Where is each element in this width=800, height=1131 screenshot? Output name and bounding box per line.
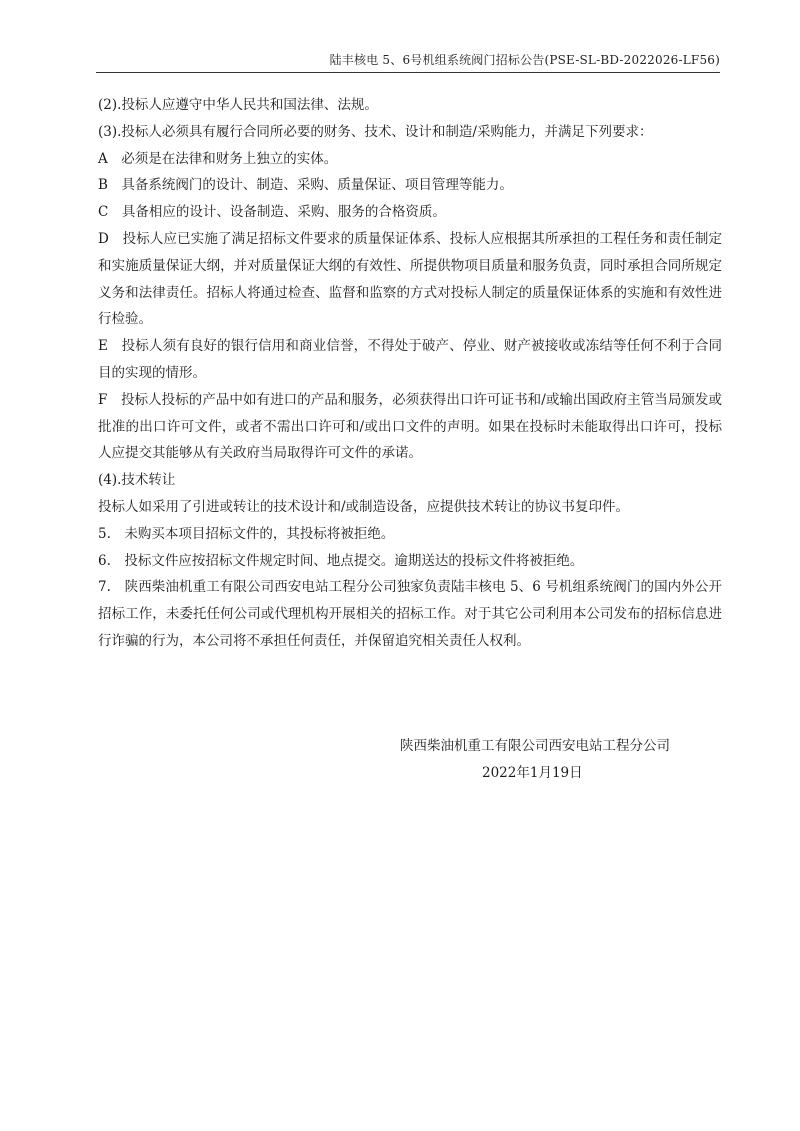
clause-2-law-compliance: (2).投标人应遵守中华人民共和国法律、法规。 <box>98 97 378 113</box>
requirement-d: D 投标人应已实施了满足招标文件要求的质量保证体系、投标人应根据其所承担的工程任务和责任制定和实施质量保证大纲，并对质量保证大纲的有效性、所提供物项目质量和服务负责，同时承担合同所规定义务和法律责任。招标人将通过检查、监督和监察的方式对投标人制定的质量保证体系的实施和有效性进行检验。 <box>98 230 722 328</box>
clause-4-technology-transfer: 投标人如采用了引进或转让的技术设计和/或制造设备，应提供技术转让的协议书复印件。 <box>98 498 630 515</box>
issue-date: 2022年1月19日 <box>482 765 583 781</box>
requirement-b: B 具备系统阀门的设计、制造、采购、质量保证、项目管理等能力。 <box>98 177 513 194</box>
signature-block <box>400 733 700 787</box>
issuer-company: 陕西柴油机重工有限公司西安电站工程分公司 <box>400 738 670 754</box>
requirement-a: A 必须是在法律和财务上独立的实体。 <box>98 150 338 167</box>
requirement-e: E 投标人须有良好的银行信用和商业信誉，不得处于破产、停业、财产被接收或冻结等任何不利于合同目的实现的情形。 <box>98 338 722 381</box>
running-header-title: 陆丰核电 5、6号机组系统阀门招标公告(PSE-SL-BD-2022026-LF56) <box>329 53 720 67</box>
clause-6: 6. 投标文件应按招标文件规定时间、地点提交。逾期送达的投标文件将被拒绝。 <box>98 552 584 569</box>
clause-4-heading: (4).技术转让 <box>98 472 176 489</box>
running-header <box>96 50 720 73</box>
clause-3-capability-requirements: (3).投标人必须具有履行合同所必要的财务、技术、设计和制造/采购能力，并满足下列要求： <box>98 123 653 140</box>
clause-7: 7. 陕西柴油机重工有限公司西安电站工程分公司独家负责陆丰核电 5、6 号机组系统阀门的国内外公开招标工作，未委托任何公司或代理机构开展相关的招标工作。对于其它公司利用本公司发布的招标信息进行诈骗的行为，本公司将不承担任何责任，并保留追究相关责任人权利。 <box>98 579 722 649</box>
requirement-c: C 具备相应的设计、设备制造、采购、服务的合格资质。 <box>98 204 446 221</box>
requirement-f: F 投标人投标的产品中如有进口的产品和服务，必须获得出口许可证书和/或输出国政府主管当局颁发或批准的出口许可文件，或者不需出口许可和/或出口文件的声明。如果在投标时未能取得出口许可，投标人应提交其能够从有关政府当局取得许可文件的承诺。 <box>98 391 722 462</box>
document-body <box>98 92 722 655</box>
clause-5: 5. 未购买本项目招标文件的，其投标将被拒绝。 <box>98 525 395 542</box>
